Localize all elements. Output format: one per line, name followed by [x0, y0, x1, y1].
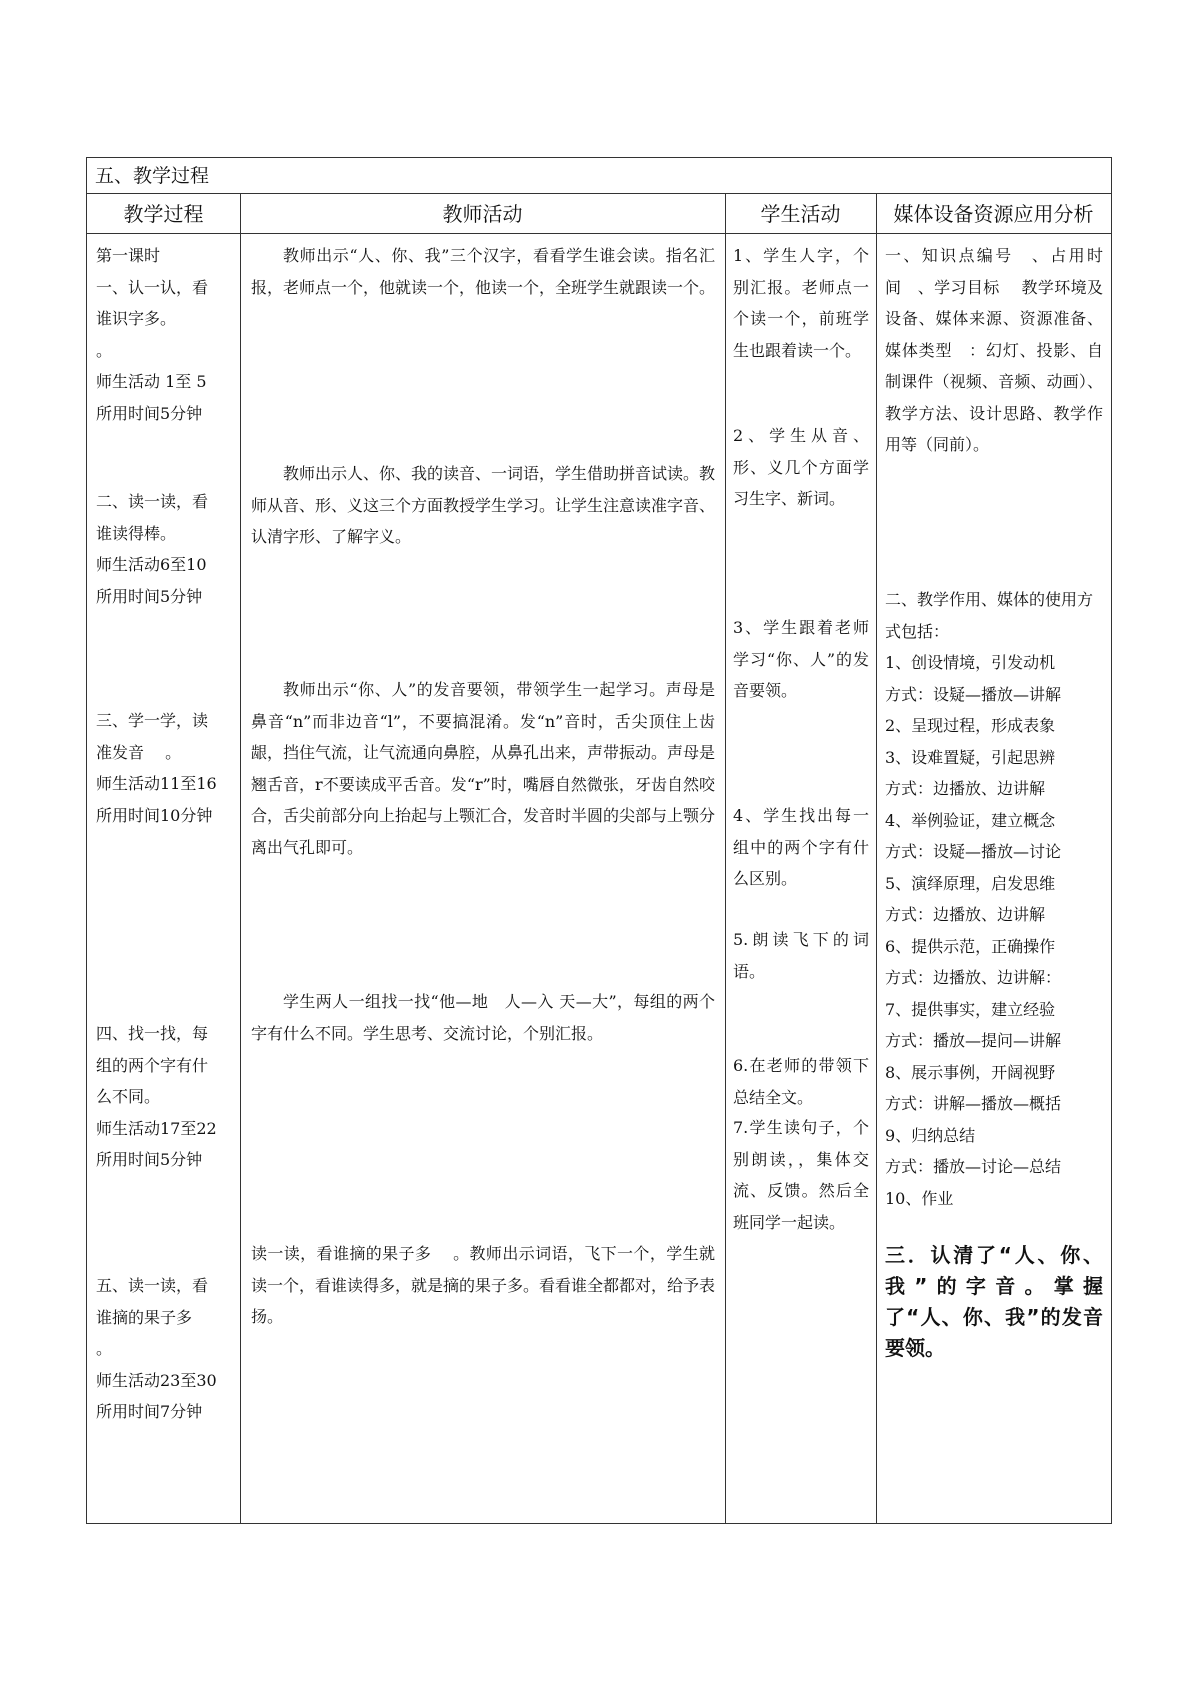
media-item: 9、归纳总结 — [885, 1125, 976, 1145]
media-item: 8、展示事例，开阔视野 — [885, 1062, 1056, 1082]
process-line: 师生活动 1至 5 — [96, 372, 207, 391]
media-analysis-2 — [885, 584, 1103, 1214]
process-line: 第一课时 — [96, 246, 161, 265]
media-item: 7、提供事实，建立经验 — [885, 999, 1056, 1019]
student-activity-7: 7.学生读句子，个别朗读，，集体交流、反馈。然后全班同学一起读。 — [733, 1118, 869, 1232]
media-analysis-1: 一、知识点编号 、占用时间 、学习目标 教学环境及设备、媒体来源、资源准备、媒体类型 ：幻灯、投影、自制课件（视频、音频、动画）、教学方法、设计思路、教学作用等（同前）。 — [885, 246, 1103, 454]
process-block-3 — [96, 705, 234, 831]
process-line: 谁摘的果子多 — [96, 1307, 193, 1327]
media-analysis-2-title: 二、教学作用、媒体的使用方式包括： — [885, 590, 1094, 641]
process-line: 所用时间5分钟 — [96, 403, 203, 423]
process-line: 四、找一找，每 — [96, 1024, 209, 1043]
process-block-1 — [96, 240, 234, 429]
media-item: 3、设难置疑，引起思辨 — [885, 747, 1056, 767]
column-divider — [876, 194, 877, 1523]
student-activity-3: 3、学生跟着老师学习“你、人”的发音要领。 — [733, 618, 869, 700]
process-line: 么不同。 — [96, 1087, 161, 1106]
process-line: 所用时间5分钟 — [96, 586, 203, 606]
process-line: 师生活动23至30 — [96, 1370, 217, 1390]
media-item: 方式：边播放、边讲解 — [885, 779, 1046, 798]
header-media: 媒体设备资源应用分析 — [893, 202, 1094, 226]
student-activity-4: 4、学生找出每一组中的两个字有什么区别。 — [733, 806, 869, 888]
media-item: 1、创设情境，引发动机 — [885, 653, 1056, 672]
column-divider — [240, 194, 241, 1523]
lesson-table — [86, 157, 1112, 1524]
media-item: 方式：播放—提问—讲解 — [885, 1031, 1062, 1050]
process-line: 所用时间10分钟 — [96, 805, 213, 825]
process-line: 组的两个字有什 — [96, 1055, 209, 1075]
student-activity-5: 5.朗读飞下的词语。 — [733, 930, 869, 981]
media-item: 方式：讲解—播放—概括 — [885, 1094, 1062, 1113]
media-item: 方式：边播放、边讲解： — [885, 968, 1062, 987]
process-line: 所用时间5分钟 — [96, 1150, 203, 1169]
media-analysis-3: 三．认清了“人、你、我”的字音。掌握了“人、你、我”的发音要领。 — [885, 1243, 1103, 1360]
process-line: 二、读一读，看 — [96, 492, 209, 511]
media-item: 2、呈现过程，形成表象 — [885, 716, 1056, 735]
process-line: 师生活动6至10 — [96, 555, 207, 574]
student-activity-6: 6.在老师的带领下总结全文。 — [733, 1056, 869, 1107]
teacher-activity-5: 读一读，看谁摘的果子多 。教师出示词语，飞下一个，学生就读一个，看谁读得多，就是摘的果子多。看看谁全都都对，给予表扬。 — [251, 1244, 716, 1326]
header-process: 教学过程 — [123, 202, 204, 226]
media-item: 5、演绎原理，启发思维 — [885, 873, 1056, 893]
process-line: 准发音 。 — [96, 742, 182, 762]
teacher-activity-2: 教师出示人、你、我的读音、一词语，学生借助拼音试读。教师从音、形、义这三个方面教授学生学习。让学生注意读准字音、认清字形、了解字义。 — [251, 464, 716, 546]
student-activity-2: 2、学生从音、形、义几个方面学习生字、新词。 — [733, 426, 869, 508]
process-line: 。 — [96, 340, 113, 360]
process-block-5 — [96, 1270, 234, 1428]
media-item: 方式：设疑—播放—讨论 — [885, 842, 1062, 861]
process-block-2 — [96, 486, 234, 612]
media-item: 方式：设疑—播放—讲解 — [885, 684, 1062, 704]
header-student: 学生活动 — [760, 202, 841, 226]
process-line: 五、读一读，看 — [96, 1276, 209, 1295]
process-line: 谁读得棒。 — [96, 523, 177, 543]
process-line: 三、学一学，读 — [96, 711, 209, 730]
media-item: 10、作业 — [885, 1188, 954, 1208]
media-item: 方式：边播放、边讲解 — [885, 905, 1046, 924]
process-line: 师生活动17至22 — [96, 1118, 217, 1138]
column-divider — [725, 194, 726, 1523]
process-block-4 — [96, 1018, 234, 1176]
teacher-activity-3: 教师出示“你、人”的发音要领，带领学生一起学习。声母是鼻音“n”而非边音“l”，不要搞混淆。发“n”音时，舌尖顶住上齿龈，挡住气流，让气流通向鼻腔，从鼻孔出来，声带振动。声母是翘舌音，r不要读成平舌音。发“r”时，嘴唇自然微张，牙齿自然咬合，舌尖前部分向上抬起与上颚汇合，发音时半圆的尖部与上颚分离出气孔即可。 — [251, 680, 716, 857]
header-teacher: 教师活动 — [442, 202, 523, 226]
process-line: 一、认一认，看 — [96, 277, 209, 297]
teacher-activity-1: 教师出示“人、你、我”三个汉字，看看学生谁会读。指名汇报，老师点一个，他就读一个，他读一个，全班学生就跟读一个。 — [251, 246, 716, 297]
process-line: 。 — [96, 1339, 113, 1358]
media-item: 方式：播放—讨论—总结 — [885, 1157, 1062, 1176]
student-activity-1: 1、学生人字，个别汇报。老师点一个读一个，前班学生也跟着读一个。 — [733, 246, 869, 360]
process-line: 师生活动11至16 — [96, 774, 217, 793]
section-title: 五、教学过程 — [87, 158, 1111, 194]
media-item: 6、提供示范，正确操作 — [885, 936, 1056, 956]
teacher-activity-4: 学生两人一组找一找“他—地 人—入 天—大”，每组的两个字有什么不同。学生思考、交流讨论，个别汇报。 — [251, 992, 715, 1043]
process-line: 所用时间7分钟 — [96, 1402, 203, 1421]
process-line: 谁识字多。 — [96, 309, 177, 328]
media-item: 4、举例验证，建立概念 — [885, 810, 1056, 830]
